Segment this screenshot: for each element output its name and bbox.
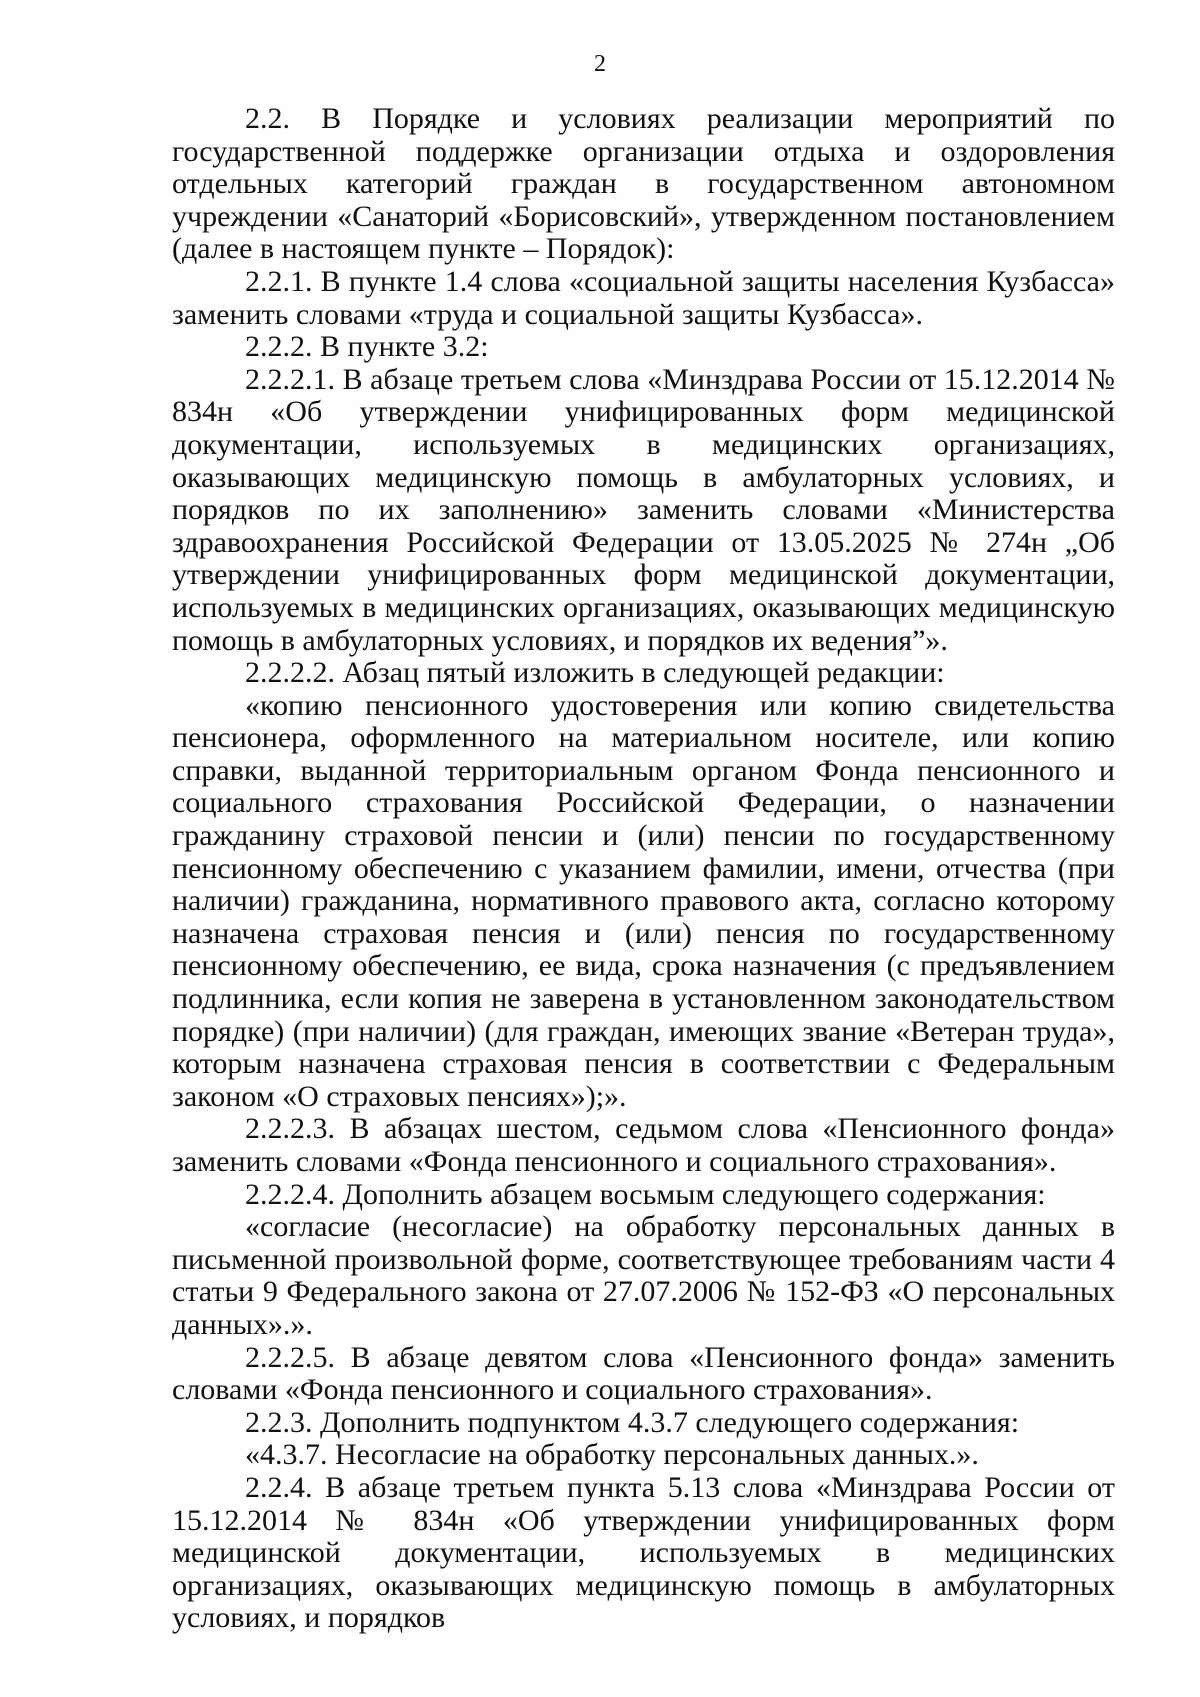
- paragraph-2-2-2: 2.2.2. В пункте 3.2:: [245, 330, 489, 364]
- paragraph-quote-pension: «копию пенсионного удостоверения или копию свидетельства пенсионера, оформленного на материальном носителе, или копию справки, выданной территориальным органом Фонда пенсионного и социального страхования Российской Федерации, о назначении гражданину страховой пенсии и (или) пенсии по государственному пенсионному обеспечению с указанием фамилии, имени, отчества (при наличии) гражданина, нормативного правового акта, согласно которому назначена страховая пенсия и (или) пенсия по государственному пенсионному обеспечению, ее вида, срока назначения (с предъявлением подлинника, если копия не заверена в установленном законодательством порядке) (при наличии) (для граждан, имеющих звание «Ветеран труда», которым назначена страховая пенсия в соответствии с Федеральным законом «О страховых пенсиях»);».: [172, 688, 1115, 1113]
- paragraph-2-2-2-5: 2.2.2.5. В абзаце девятом слова «Пенсионного фонда» заменить словами «Фонда пенсионного и социального страхования».: [172, 1340, 1115, 1407]
- paragraph-2-2: 2.2. В Порядке и условиях реализации мероприятий по государственной поддержке организации отдыха и оздоровления отдельных категорий граждан в государственном автономном учреждении «Санаторий «Борисовский», утвержденном постановлением (далее в настоящем пункте – Порядок):: [172, 102, 1115, 266]
- document-body: [172, 103, 1115, 1635]
- paragraph-2-2-1: 2.2.1. В пункте 1.4 слова «социальной защиты населения Кузбасса» заменить словами «труда и социальной защиты Кузбасса».: [172, 264, 1115, 331]
- paragraph-2-2-2-1: 2.2.2.1. В абзаце третьем слова «Минздрава России от 15.12.2014 № 834н «Об утверждении унифицированных форм медицинской документации, используемых в медицинских организациях, оказывающих медицинскую помощь в амбулаторных условиях, и порядков по их заполнению» заменить словами «Министерства здравоохранения Российской Федерации от 13.05.2025 № 274н „Об утверждении унифицированных форм медицинской документации, используемых в медицинских организациях, оказывающих медицинскую помощь в амбулаторных условиях, и порядков их ведения”».: [172, 362, 1115, 657]
- page-number: 2: [594, 51, 606, 77]
- paragraph-2-2-2-3: 2.2.2.3. В абзацах шестом, седьмом слова «Пенсионного фонда» заменить словами «Фонда пенсионного и социального страхования».: [172, 1112, 1115, 1178]
- paragraph-quote-4-3-7: «4.3.7. Несогласие на обработку персональных данных.».: [245, 1438, 979, 1472]
- paragraph-2-2-2-4: 2.2.2.4. Дополнить абзацем восьмым следующего содержания:: [245, 1177, 1046, 1211]
- paragraph-2-2-2-2: 2.2.2.2. Абзац пятый изложить в следующей редакции:: [245, 656, 945, 690]
- paragraph-2-2-3: 2.2.3. Дополнить подпунктом 4.3.7 следующего содержания:: [245, 1405, 1020, 1439]
- paragraph-2-2-4: 2.2.4. В абзаце третьем пункта 5.13 слова «Минздрава России от 15.12.2014 № 834н «Об утверждении унифицированных форм медицинской документации, используемых в медицинских организациях, оказывающих медицинскую помощь в амбулаторных условиях, и порядков: [172, 1470, 1115, 1635]
- paragraph-quote-consent: «согласие (несогласие) на обработку персональных данных в письменной произвольной форме, соответствующее требованиям части 4 статьи 9 Федерального закона от 27.07.2006 № 152-ФЗ «О персональных данных».».: [172, 1210, 1115, 1341]
